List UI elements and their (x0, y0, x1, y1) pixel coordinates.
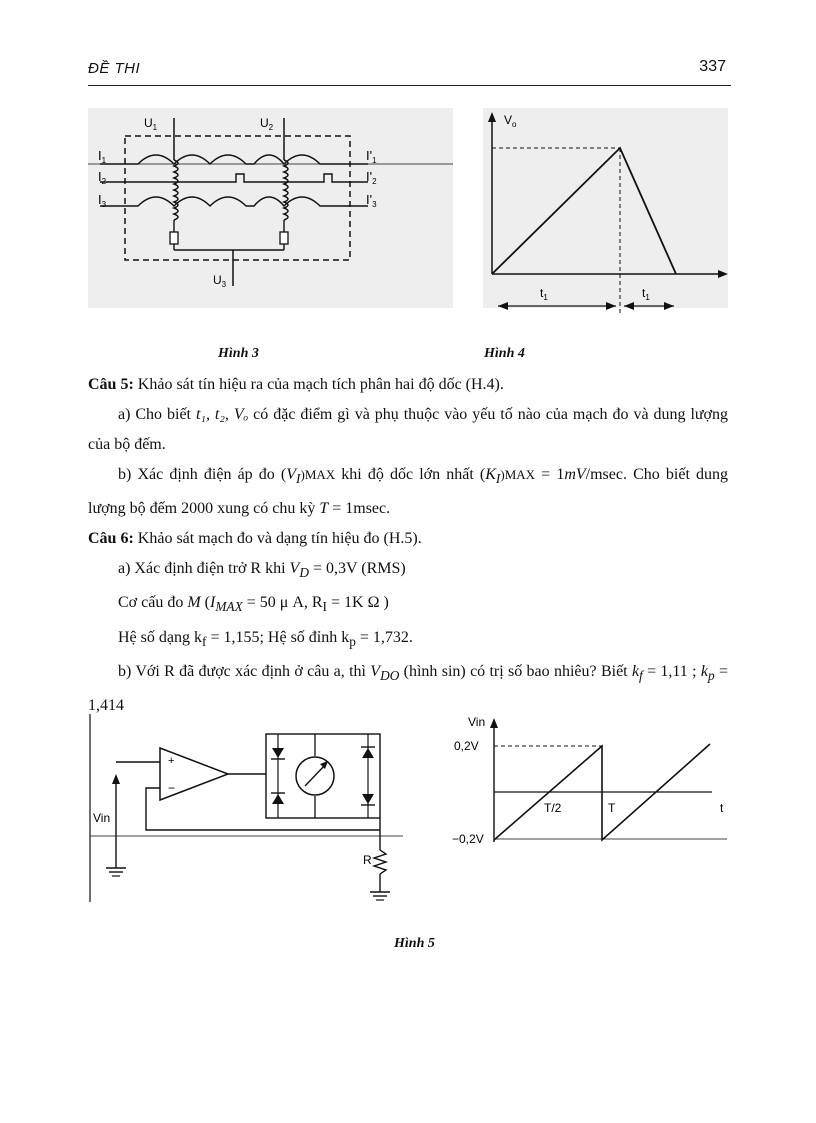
figure-3-diagram (88, 108, 453, 328)
figure-5-waveform (452, 712, 732, 847)
label-ip1: I' (366, 148, 373, 163)
label-v-bottom: −0,2V (452, 832, 484, 846)
label-u3: U (213, 273, 222, 287)
label-u1: U (144, 116, 153, 130)
figure-5-circuit (88, 712, 408, 907)
label-vo: V (504, 113, 513, 127)
label-r: R (363, 853, 372, 867)
label-i3: I (98, 192, 102, 207)
question-6-a-factors: Hệ số dạng $k_f = 1,155$; Hệ số đỉnh $k_p = 1,732$. (118, 628, 413, 649)
header-rule (88, 85, 731, 86)
label-vin-circuit: Vin (93, 811, 111, 825)
running-header-title: ĐỀ THI (88, 60, 141, 77)
figure-3-caption: Hình 3 (218, 346, 259, 361)
label-u2-sub: 2 (268, 123, 274, 132)
label-i2-sub: 2 (101, 177, 107, 186)
label-u1-sub: 1 (152, 123, 158, 132)
label-plus: + (168, 755, 175, 767)
question-6-a: a) Xác định điện trở R khi $V_D = 0,3V$ (RMS) (118, 560, 406, 581)
label-t-full: T (608, 801, 616, 815)
question-5: Câu 5: Khảo sát tín hiệu ra của mạch tích phân hai độ dốc (H.4). (88, 376, 504, 393)
question-6-b: b) Với R đã được xác định ở câu a, thì $V_{DO}$ (hình sin) có trị số bao nhiêu? Biết $k_f = 1,11$ ; $k_p = 1,414$ (88, 662, 729, 714)
question-6: Câu 6: Khảo sát mạch đo và dạng tín hiệu đo (H.5). (88, 530, 422, 548)
label-t1-right-sub: 1 (645, 293, 650, 302)
figure-4-caption: Hình 4 (484, 346, 525, 361)
label-i3-sub: 3 (101, 200, 107, 209)
label-u3-sub: 3 (221, 280, 227, 289)
figure-5-caption: Hình 5 (394, 936, 435, 951)
question-5-b: b) Xác định điện áp đo $(V_I)MAX$ khi độ dốc lớn nhất $(K_I)MAX = 1mV/msec$. Cho biết dung lượng bộ đếm 2000 xung có chu kỳ T = 1msec. (88, 466, 729, 518)
label-minus: − (168, 781, 176, 795)
label-ip2-sub: 2 (372, 177, 377, 186)
figure-4-diagram (478, 108, 733, 323)
label-t-axis: t (720, 801, 724, 815)
question-6-a-device: Cơ cấu đo M ($I_{MAX} = 50$ μ A, $R_I = 1K$ Ω ) (118, 594, 389, 615)
label-t1-left: t (540, 286, 544, 300)
label-ip2: I' (366, 169, 373, 184)
label-i1: I (98, 148, 102, 163)
label-vin-axis: Vin (468, 715, 486, 729)
label-i1-sub: 1 (101, 156, 107, 165)
label-ip3: I' (366, 192, 373, 207)
page-number: 337 (699, 58, 726, 75)
label-t1-right: t (642, 286, 646, 300)
label-i2: I (98, 169, 102, 184)
label-v-top: 0,2V (454, 739, 479, 753)
label-t1-left-sub: 1 (543, 293, 548, 302)
questions-text (88, 370, 728, 721)
label-ip1-sub: 1 (372, 156, 377, 165)
label-vo-sub: o (512, 120, 517, 129)
label-t-half: T/2 (544, 801, 562, 815)
label-ip3-sub: 3 (372, 200, 377, 209)
question-5-a: a) Cho biết t₁, t₂, Vₒ có đặc điểm gì và phụ thuộc vào yếu tố nào của mạch đo và dung lượng của bộ đếm. (88, 406, 729, 453)
label-u2: U (260, 116, 269, 130)
